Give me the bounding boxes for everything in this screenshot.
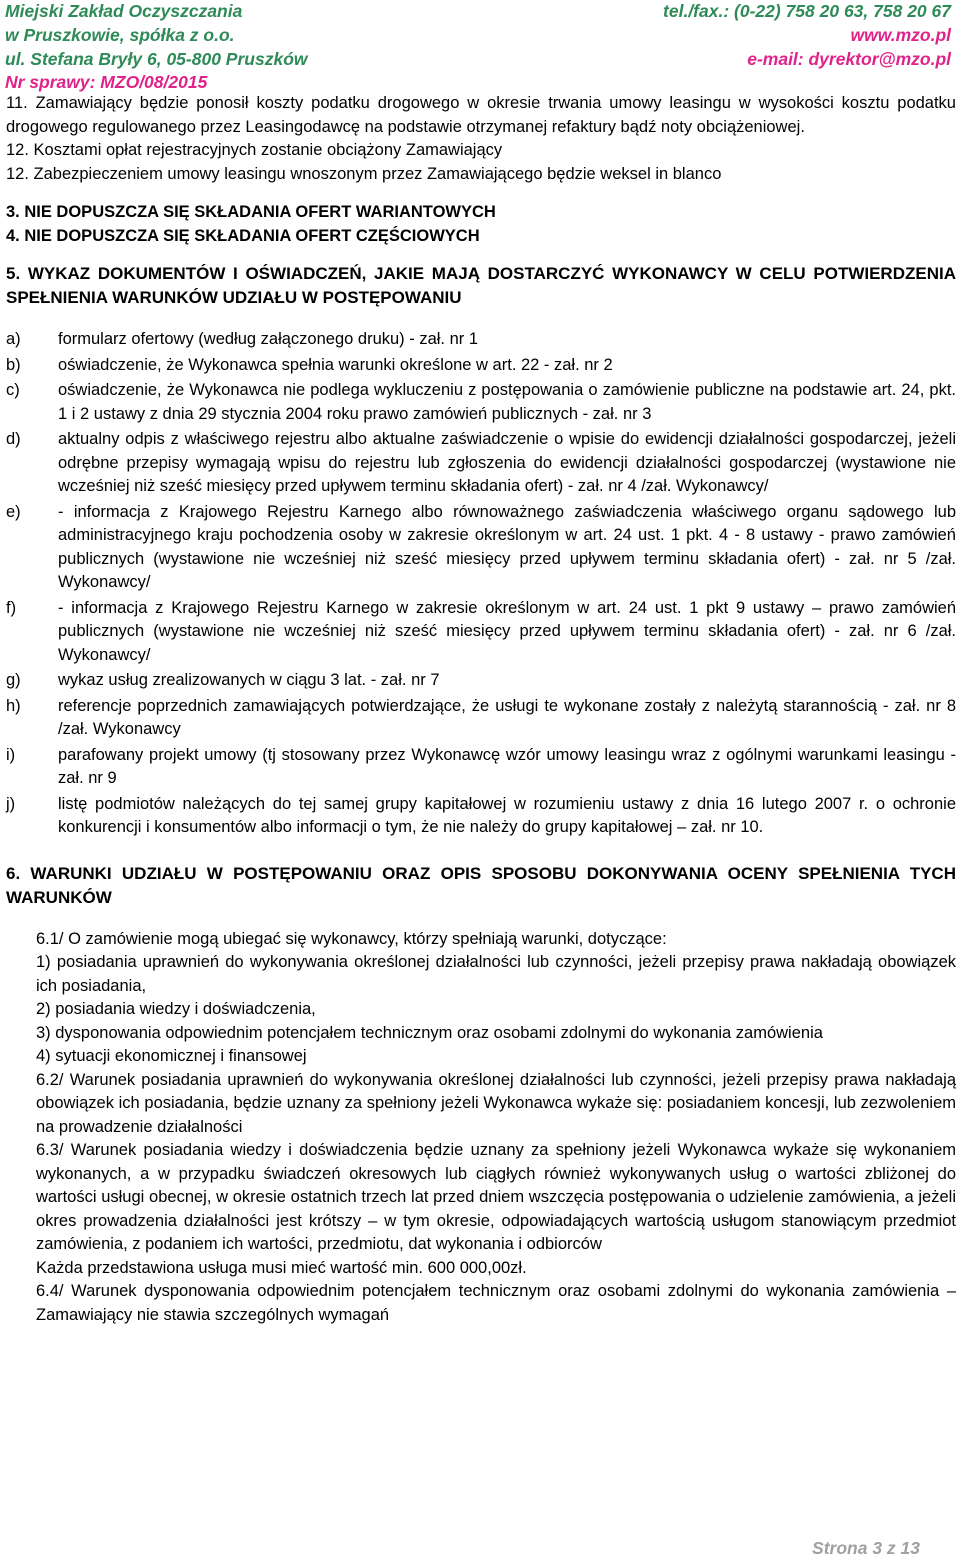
list-item-text: - informacja z Krajowego Rejestru Karnego albo równoważnego zaświadczenia właściwego organu sądowego lub administracyjnego kraju pochodzenia osoby w zakresie określonym w art. 24 ust. 1 pkt. 4 - 8 ustawy - prawo zamówień publicznych (wystawione nie wcześniej niż sześć miesięcy przed upływem terminu składania ofert) - zał. nr 5 /zał. Wykonawcy/ bbox=[58, 502, 956, 591]
list-item bbox=[6, 695, 956, 742]
condition-6-1-item-1: 1) posiadania uprawnień do wykonywania określonej działalności lub czynności, jeżeli przepisy prawa nakładają obowiązek ich posiadania, bbox=[36, 953, 956, 995]
condition-6-3-min-value: Każda przedstawiona usługa musi mieć wartość min. 600 000,00zł. bbox=[36, 1258, 527, 1277]
website-link[interactable]: www.mzo.pl bbox=[850, 25, 951, 45]
section-5-heading: 5. WYKAZ DOKUMENTÓW I OŚWIADCZEŃ, JAKIE MAJĄ DOSTARCZYĆ WYKONAWCY W CELU POTWIERDZENIA SPEŁNIENIA WARUNKÓW UDZIAŁU W POSTĘPOWANIU bbox=[6, 264, 956, 307]
paragraph-12-fees: 12. Kosztami opłat rejestracyjnych zostanie obciążony Zamawiający bbox=[6, 141, 503, 159]
conditions-block bbox=[6, 928, 956, 1328]
list-item bbox=[6, 669, 956, 693]
list-item-text: aktualny odpis z właściwego rejestru albo aktualne zaświadczenie o wpisie do ewidencji działalności gospodarczej, jeżeli odrębne przepisy wymagają wpisu do rejestru lub zgłoszenia do ewidencji działalności gospodarczej (wystawione nie wcześniej niż sześć miesięcy przed upływem terminu składania ofert) - zał. nr 4 /zał. Wykonawcy/ bbox=[58, 430, 956, 495]
list-item-text: oświadczenie, że Wykonawca spełnia warunki określone w art. 22 - zał. nr 2 bbox=[58, 355, 613, 374]
list-item-text: wykaz usług zrealizowanych w ciągu 3 lat. - zał. nr 7 bbox=[58, 671, 440, 689]
list-item-text: referencje poprzednich zamawiających potwierdzające, że usługi te wykonane zostały z należytą starannością - zał. nr 8 /zał. Wykonawcy bbox=[58, 696, 956, 738]
list-item bbox=[6, 597, 956, 668]
list-marker: g) bbox=[6, 671, 21, 689]
list-marker: e) bbox=[6, 502, 21, 521]
company-address: ul. Stefana Bryły 6, 05-800 Pruszków bbox=[5, 49, 308, 69]
paragraph-12-security: 12. Zabezpieczeniem umowy leasingu wnoszonym przez Zamawiającego będzie weksel in blanco bbox=[6, 164, 722, 183]
list-item bbox=[6, 328, 956, 352]
condition-6-1: 6.1/ O zamówienie mogą ubiegać się wykonawcy, którzy spełniają warunki, dotyczące: bbox=[36, 929, 667, 948]
section-6-heading: 6. WARUNKI UDZIAŁU W POSTĘPOWANIU ORAZ OPIS SPOSOBU DOKONYWANIA OCENY SPEŁNIENIA TYCH WARUNKÓW bbox=[6, 863, 956, 907]
list-item bbox=[6, 428, 956, 499]
condition-6-3: 6.3/ Warunek posiadania wiedzy i doświadczenia będzie uznany za spełniony jeżeli Wykonawca wykaże się wykonaniem wykonanych, a w przypadku świadczeń okresowych lub ciągłych również wykonywanych usług o wartości zbliżonej do wartości usługi obecnej, w okresie ostatnich trzech lat przed dniem wszczęcia postępowania o udzielenie zamówienia, a jeżeli okres prowadzenia działalności jest krótszy – w tym okresie, odpowiadających wartością usługom stanowiącym przedmiot zamówienia, z podaniem ich wartości, przedmiotu, dat wykonania i odbiorców bbox=[36, 1141, 956, 1253]
page-number: Strona 3 z 13 bbox=[812, 1538, 920, 1558]
section-3-heading: 3. NIE DOPUSZCZA SIĘ SKŁADANIA OFERT WARIANTOWYCH bbox=[6, 203, 496, 221]
list-marker: d) bbox=[6, 430, 21, 448]
list-item-text: listę podmiotów należących do tej samej grupy kapitałowej w rozumieniu ustawy z dnia 16 lutego 2007 r. o ochronie konkurencji i konsumentów albo informacji o tym, że nie należy do grupy kapitałowej – zał. nr 10. bbox=[58, 794, 956, 836]
list-item bbox=[6, 354, 956, 378]
list-marker: j) bbox=[6, 794, 16, 813]
paragraph-11: 11. Zamawiający będzie ponosił koszty podatku drogowego w okresie trwania umowy leasingu w wysokości kosztu podatku drogowego regulowanego przez Leasingodawcę na podstawie otrzymanej refaktury bądź noty obciążeniowej. bbox=[6, 94, 956, 136]
condition-6-1-item-2: 2) posiadania wiedzy i doświadczenia, bbox=[36, 1000, 316, 1018]
list-marker: f) bbox=[6, 598, 17, 617]
list-marker: c) bbox=[6, 381, 20, 399]
list-marker: a) bbox=[6, 330, 21, 348]
list-marker: i) bbox=[6, 745, 16, 764]
section-4-heading: 4. NIE DOPUSZCZA SIĘ SKŁADANIA OFERT CZĘŚCIOWYCH bbox=[6, 226, 480, 245]
list-item-text: parafowany projekt umowy (tj stosowany przez Wykonawcę wzór umowy leasingu wraz z ogólnymi warunkami leasingu - zał. nr 9 bbox=[58, 745, 956, 787]
condition-6-4: 6.4/ Warunek dysponowania odpowiednim potencjałem technicznym oraz osobami zdolnymi do wykonania zamówienia – Zamawiający nie stawia szczególnych wymagań bbox=[36, 1282, 956, 1324]
list-item bbox=[6, 793, 956, 840]
condition-6-1-item-4: 4) sytuacji ekonomicznej i finansowej bbox=[36, 1047, 307, 1065]
case-number: Nr sprawy: MZO/08/2015 bbox=[5, 72, 208, 92]
email-link[interactable]: e-mail: dyrektor@mzo.pl bbox=[747, 49, 951, 69]
document-body bbox=[6, 92, 956, 1327]
condition-6-2: 6.2/ Warunek posiadania uprawnień do wykonywania określonej działalności lub czynności, jeżeli przepisy prawa nakładają obowiązek ich posiadania, będzie uznany za spełniony jeżeli Wykonawca wykaże się: posiadaniem koncesji, lub zezwoleniem na prowadzenie działalności bbox=[36, 1070, 956, 1136]
list-item-text: oświadczenie, że Wykonawca nie podlega wykluczeniu z postępowania o zamówienie publiczne na podstawie art. 24, pkt. 1 i 2 ustawy z dnia 29 stycznia 2004 roku prawo zamówień publicznych - zał. nr 3 bbox=[58, 381, 956, 423]
phone-fax: tel./fax.: (0-22) 758 20 63, 758 20 67 bbox=[663, 1, 951, 21]
company-city: w Pruszkowie, spółka z o.o. bbox=[5, 25, 235, 45]
list-item bbox=[6, 379, 956, 426]
condition-6-1-item-3: 3) dysponowania odpowiednim potencjałem technicznym oraz osobami zdolnymi do wykonania zamówienia bbox=[36, 1023, 823, 1042]
list-marker: b) bbox=[6, 355, 21, 374]
documents-list bbox=[6, 328, 956, 840]
list-marker: h) bbox=[6, 696, 21, 715]
list-item-text: - informacja z Krajowego Rejestru Karnego w zakresie określonym w art. 24 ust. 1 pkt 9 ustawy – prawo zamówień publicznych (wystawione nie wcześniej niż sześć miesięcy przed upływem terminu składania ofert) - zał. nr 6 /zał. Wykonawcy/ bbox=[58, 598, 956, 664]
list-item bbox=[6, 744, 956, 791]
list-item bbox=[6, 501, 956, 595]
list-item-text: formularz ofertowy (według załączonego druku) - zał. nr 1 bbox=[58, 330, 479, 348]
company-name: Miejski Zakład Oczyszczania bbox=[5, 1, 243, 21]
